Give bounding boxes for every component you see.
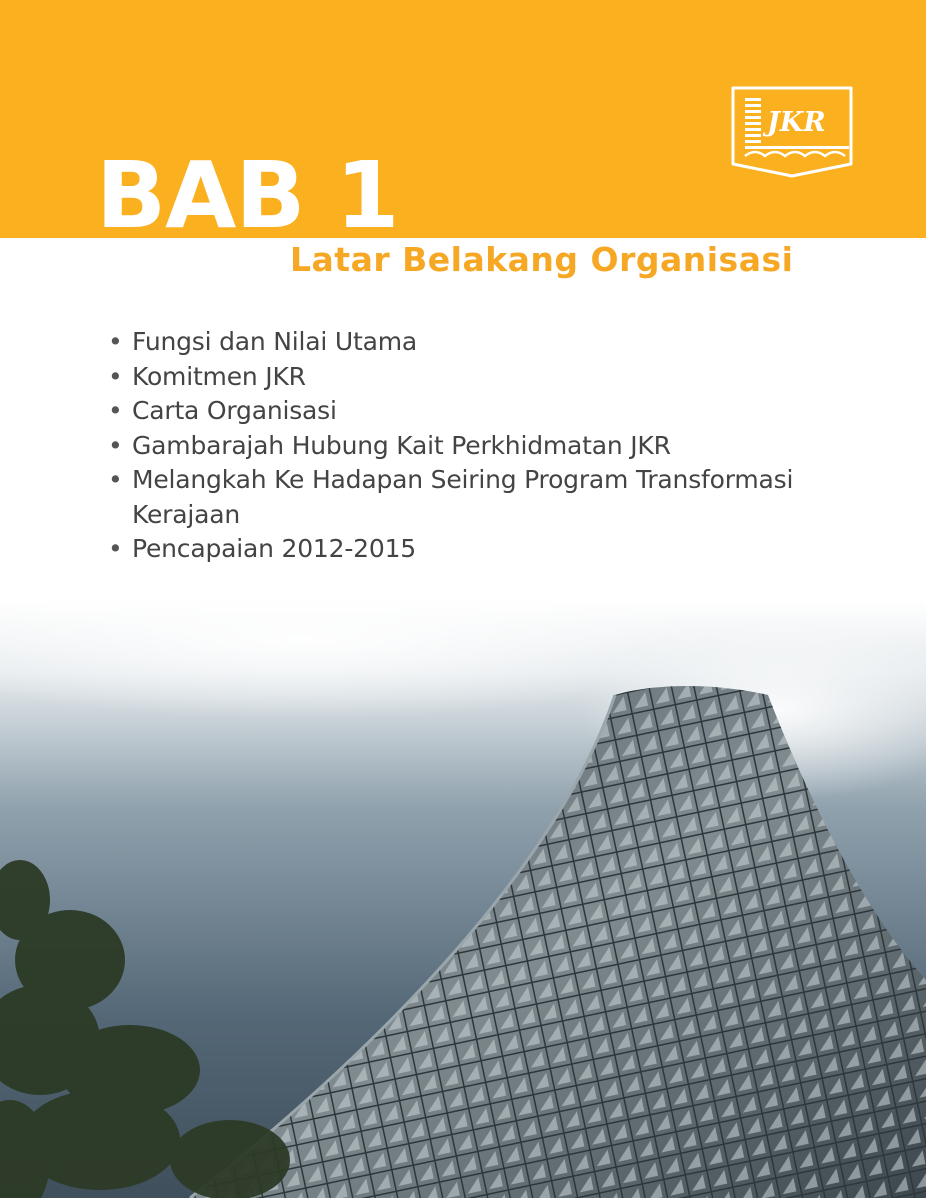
topic-item: • Carta Organisasi [106,394,806,429]
chapter-label: BAB 1 [96,142,399,249]
jkr-logo [727,86,857,178]
chapter-title: Latar Belakang Organisasi [290,240,794,279]
topic-item: • Gambarajah Hubung Kait Perkhidmatan JKR [106,429,806,464]
tower-photo [0,600,926,1198]
topic-item: • Pencapaian 2012-2015 [106,532,806,567]
topic-item: • Komitmen JKR [106,360,806,395]
topic-item: • Fungsi dan Nilai Utama [106,325,806,360]
topic-list [106,325,806,567]
topic-item: • Melangkah Ke Hadapan Seiring Program Transformasi Kerajaan [106,463,806,532]
logo-text: JKR [767,107,826,138]
